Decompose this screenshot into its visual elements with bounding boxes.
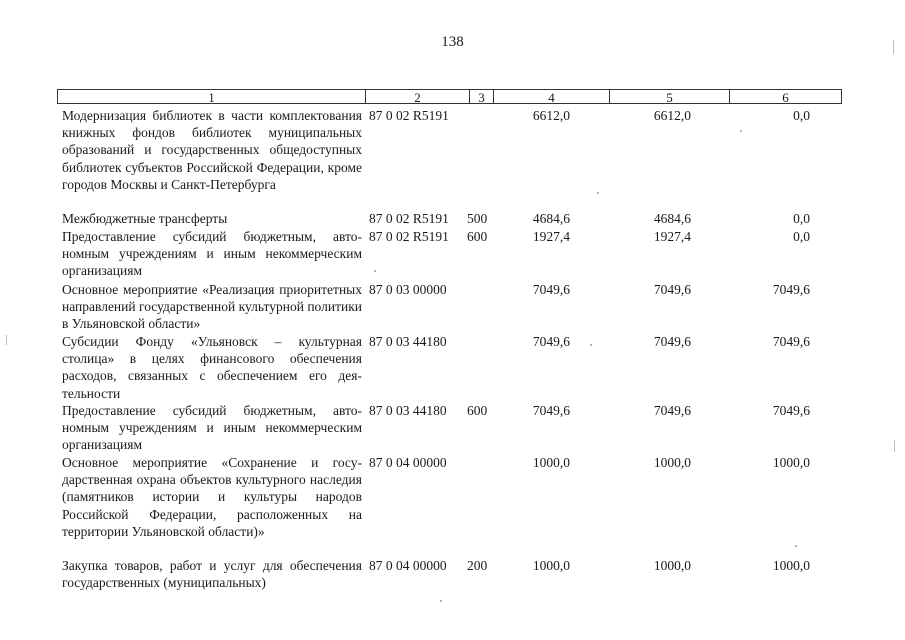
scan-speck: [374, 270, 376, 272]
header-col-6: 6: [730, 89, 842, 104]
table-header: [57, 89, 842, 105]
page-edge-mark: [6, 335, 7, 345]
header-col-5: 5: [610, 89, 730, 104]
row-value-6: 1000,0: [772, 455, 810, 470]
row-code: 87 0 03 00000: [369, 282, 447, 297]
row-value-5: 7049,6: [653, 403, 691, 418]
row-value-5: 1000,0: [653, 558, 691, 573]
row-name: Основное мероприятие «Реализация приоритетных направлений государственной культурной политики в Ульяновской области»: [62, 282, 362, 332]
row-value-5: 1927,4: [653, 229, 691, 244]
row-code: 87 0 02 R5191: [369, 229, 449, 244]
row-value-5: 6612,0: [653, 108, 691, 123]
row-name: Субсидии Фонду «Ульяновск – культурная столица» в целях финансового обеспечения расходов, связанных с обеспечением его деятельности: [62, 334, 362, 401]
row-code: 87 0 02 R5191: [369, 211, 449, 226]
row-value-6: 7049,6: [772, 334, 810, 349]
scan-speck: [795, 545, 797, 547]
row-type: 600: [467, 229, 488, 244]
row-value-6: 0,0: [793, 229, 810, 244]
row-value-5: 1000,0: [653, 455, 691, 470]
row-name: Модернизация библиотек в части комплектования книжных фондов библиотек муниципальных образований и государственных общедоступных библиотек субъектов Российской Федерации, кроме городов Москвы и Санкт-Петербурга: [62, 108, 362, 192]
row-value-5: 4684,6: [653, 211, 691, 226]
row-value-6: 1000,0: [772, 558, 810, 573]
row-value-5: 7049,6: [653, 282, 691, 297]
header-col-4: 4: [494, 89, 610, 104]
row-code: 87 0 03 44180: [369, 334, 447, 349]
row-type: 600: [467, 403, 488, 418]
row-code: 87 0 04 00000: [369, 455, 447, 470]
page-edge-mark: [893, 40, 894, 54]
row-value-6: 7049,6: [772, 282, 810, 297]
row-value-6: 0,0: [793, 108, 810, 123]
row-value-6: 7049,6: [772, 403, 810, 418]
row-value-5: 7049,6: [653, 334, 691, 349]
row-value-6: 0,0: [793, 211, 810, 226]
row-name: Основное мероприятие «Сохранение и государственная охрана объектов культурного наследия (памятников истории и культуры народов Российской Федерации, расположенных на территории Ульяновской области)»: [62, 455, 362, 539]
scan-speck: [440, 600, 442, 602]
row-code: 87 0 03 44180: [369, 403, 447, 418]
row-name: Межбюджетные трансферты: [62, 211, 228, 226]
header-col-2: 2: [366, 89, 470, 104]
row-value-4: 1000,0: [532, 558, 570, 573]
row-name: Предоставление субсидий бюджетным, автономным учреждениям и иным некоммерческим организациям: [62, 403, 362, 453]
row-name: Закупка товаров, работ и услуг для обеспечения государственных (муниципальных): [62, 558, 362, 591]
scan-speck: [740, 130, 742, 132]
row-value-4: 6612,0: [532, 108, 570, 123]
page-edge-mark: [894, 440, 895, 452]
row-value-4: 7049,6: [532, 334, 570, 349]
row-type: 500: [467, 211, 488, 226]
row-value-4: 7049,6: [532, 282, 570, 297]
row-code: 87 0 02 R5191: [369, 108, 449, 123]
row-value-4: 1927,4: [532, 229, 570, 244]
header-col-3: 3: [470, 89, 494, 104]
row-type: 200: [467, 558, 488, 573]
row-value-4: 1000,0: [532, 455, 570, 470]
row-value-4: 7049,6: [532, 403, 570, 418]
scan-speck: [590, 344, 592, 346]
scan-speck: [597, 192, 599, 194]
row-value-4: 4684,6: [532, 211, 570, 226]
page-number: 138: [441, 34, 464, 50]
row-name: Предоставление субсидий бюджетным, автономным учреждениям и иным некоммерческим организациям: [62, 229, 362, 279]
header-col-1: 1: [57, 89, 366, 104]
row-code: 87 0 04 00000: [369, 558, 447, 573]
